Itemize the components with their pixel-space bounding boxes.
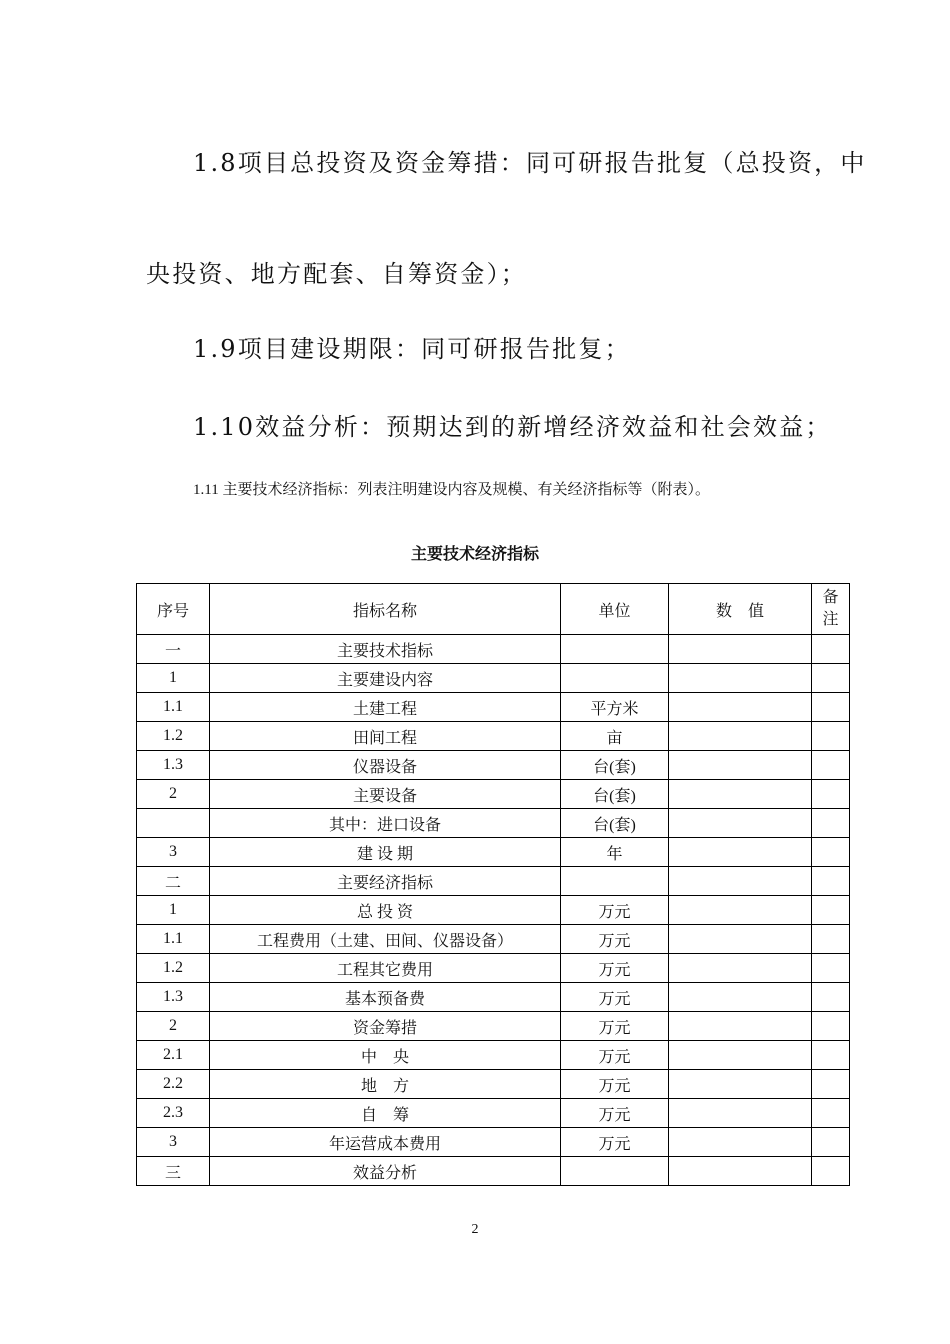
cell-unit: 台(套) <box>561 780 669 809</box>
cell-seq: 2 <box>137 1012 210 1041</box>
cell-seq: 1.1 <box>137 925 210 954</box>
cell-remark <box>812 896 850 925</box>
cell-seq: 1.3 <box>137 983 210 1012</box>
cell-seq: 1.1 <box>137 693 210 722</box>
cell-remark <box>812 722 850 751</box>
cell-name: 主要经济指标 <box>210 867 561 896</box>
cell-unit <box>561 664 669 693</box>
table-header-row <box>137 584 850 635</box>
cell-seq: 一 <box>137 635 210 664</box>
cell-seq: 二 <box>137 867 210 896</box>
cell-remark <box>812 954 850 983</box>
header-remark-1: 备 <box>822 589 839 606</box>
cell-unit: 亩 <box>561 722 669 751</box>
cell-unit: 台(套) <box>561 751 669 780</box>
cell-value <box>669 1157 812 1186</box>
cell-unit: 平方米 <box>561 693 669 722</box>
table-row <box>137 983 850 1012</box>
cell-name: 工程费用（土建、田间、仪器设备） <box>210 925 561 954</box>
cell-name: 年运营成本费用 <box>210 1128 561 1157</box>
paragraph-1-11: 1.11 主要技术经济指标：列表注明建设内容及规模、有关经济指标等（附表）。 <box>193 482 710 498</box>
cell-value <box>669 983 812 1012</box>
table-row <box>137 1128 850 1157</box>
cell-remark <box>812 1070 850 1099</box>
cell-seq: 3 <box>137 838 210 867</box>
cell-value <box>669 693 812 722</box>
cell-value <box>669 809 812 838</box>
cell-unit <box>561 635 669 664</box>
cell-seq: 2.2 <box>137 1070 210 1099</box>
table-row <box>137 809 850 838</box>
header-value: 数 值 <box>669 584 812 635</box>
cell-seq: 1.3 <box>137 751 210 780</box>
cell-name: 资金筹措 <box>210 1012 561 1041</box>
cell-value <box>669 722 812 751</box>
cell-name: 土建工程 <box>210 693 561 722</box>
table-row <box>137 635 850 664</box>
table-row <box>137 838 850 867</box>
cell-seq: 1.2 <box>137 954 210 983</box>
cell-name: 地 方 <box>210 1070 561 1099</box>
cell-value <box>669 1041 812 1070</box>
cell-remark <box>812 1128 850 1157</box>
cell-name: 总 投 资 <box>210 896 561 925</box>
cell-seq: 三 <box>137 1157 210 1186</box>
cell-unit: 万元 <box>561 925 669 954</box>
cell-remark <box>812 838 850 867</box>
cell-value <box>669 867 812 896</box>
cell-remark <box>812 780 850 809</box>
table-row <box>137 925 850 954</box>
cell-value <box>669 751 812 780</box>
cell-value <box>669 1070 812 1099</box>
cell-value <box>669 635 812 664</box>
table-row <box>137 664 850 693</box>
cell-remark <box>812 1157 850 1186</box>
paragraph-1-9: 1.9项目建设期限：同可研报告批复； <box>193 335 631 363</box>
table-row <box>137 1099 850 1128</box>
cell-unit: 年 <box>561 838 669 867</box>
cell-name: 中 央 <box>210 1041 561 1070</box>
cell-remark <box>812 635 850 664</box>
table-row <box>137 896 850 925</box>
cell-name: 田间工程 <box>210 722 561 751</box>
cell-seq: 1.2 <box>137 722 210 751</box>
header-unit: 单位 <box>561 584 669 635</box>
cell-value <box>669 954 812 983</box>
cell-name: 主要技术指标 <box>210 635 561 664</box>
cell-unit <box>561 1157 669 1186</box>
cell-remark <box>812 867 850 896</box>
cell-remark <box>812 983 850 1012</box>
table-row <box>137 780 850 809</box>
cell-seq: 1 <box>137 664 210 693</box>
cell-unit <box>561 867 669 896</box>
table-body <box>137 635 850 1186</box>
cell-name: 其中：进口设备 <box>210 809 561 838</box>
cell-unit: 万元 <box>561 1128 669 1157</box>
cell-seq: 2.3 <box>137 1099 210 1128</box>
cell-unit: 万元 <box>561 1099 669 1128</box>
table-row <box>137 693 850 722</box>
cell-name: 自 筹 <box>210 1099 561 1128</box>
table-title: 主要技术经济指标 <box>410 544 539 563</box>
cell-value <box>669 925 812 954</box>
table-row <box>137 722 850 751</box>
cell-name: 建 设 期 <box>210 838 561 867</box>
table-row <box>137 867 850 896</box>
cell-remark <box>812 925 850 954</box>
table-row <box>137 954 850 983</box>
cell-seq: 2.1 <box>137 1041 210 1070</box>
cell-value <box>669 838 812 867</box>
indicators-table <box>136 583 850 1186</box>
page-number: 2 <box>471 1222 479 1237</box>
cell-name: 效益分析 <box>210 1157 561 1186</box>
cell-unit: 台(套) <box>561 809 669 838</box>
cell-unit: 万元 <box>561 1041 669 1070</box>
table-row <box>137 751 850 780</box>
cell-remark <box>812 1041 850 1070</box>
cell-seq: 3 <box>137 1128 210 1157</box>
header-remark-2: 注 <box>822 611 839 628</box>
cell-unit: 万元 <box>561 983 669 1012</box>
cell-value <box>669 780 812 809</box>
header-name: 指标名称 <box>210 584 561 635</box>
header-seq: 序号 <box>137 584 210 635</box>
cell-name: 基本预备费 <box>210 983 561 1012</box>
table-row <box>137 1157 850 1186</box>
cell-value <box>669 1099 812 1128</box>
cell-remark <box>812 693 850 722</box>
cell-seq: 1 <box>137 896 210 925</box>
paragraph-1-8: 1.8项目总投资及资金筹措：同可研报告批复（总投资，中 <box>193 149 867 177</box>
paragraph-1-10: 1.10效益分析：预期达到的新增经济效益和社会效益； <box>193 413 832 441</box>
cell-unit: 万元 <box>561 1012 669 1041</box>
cell-value <box>669 664 812 693</box>
cell-unit: 万元 <box>561 1070 669 1099</box>
cell-name: 主要设备 <box>210 780 561 809</box>
cell-name: 主要建设内容 <box>210 664 561 693</box>
cell-unit: 万元 <box>561 954 669 983</box>
table-row <box>137 1041 850 1070</box>
cell-remark <box>812 664 850 693</box>
cell-remark <box>812 1099 850 1128</box>
table-row <box>137 1070 850 1099</box>
cell-value <box>669 896 812 925</box>
cell-remark <box>812 809 850 838</box>
cell-value <box>669 1128 812 1157</box>
cell-remark <box>812 751 850 780</box>
cell-remark <box>812 1012 850 1041</box>
cell-name: 工程其它费用 <box>210 954 561 983</box>
cell-name: 仪器设备 <box>210 751 561 780</box>
cell-value <box>669 1012 812 1041</box>
paragraph-1-8-continued: 央投资、地方配套、自筹资金）； <box>146 260 527 288</box>
cell-seq: 2 <box>137 780 210 809</box>
header-remark <box>812 584 850 635</box>
table-row <box>137 1012 850 1041</box>
cell-unit: 万元 <box>561 896 669 925</box>
cell-seq <box>137 809 210 838</box>
